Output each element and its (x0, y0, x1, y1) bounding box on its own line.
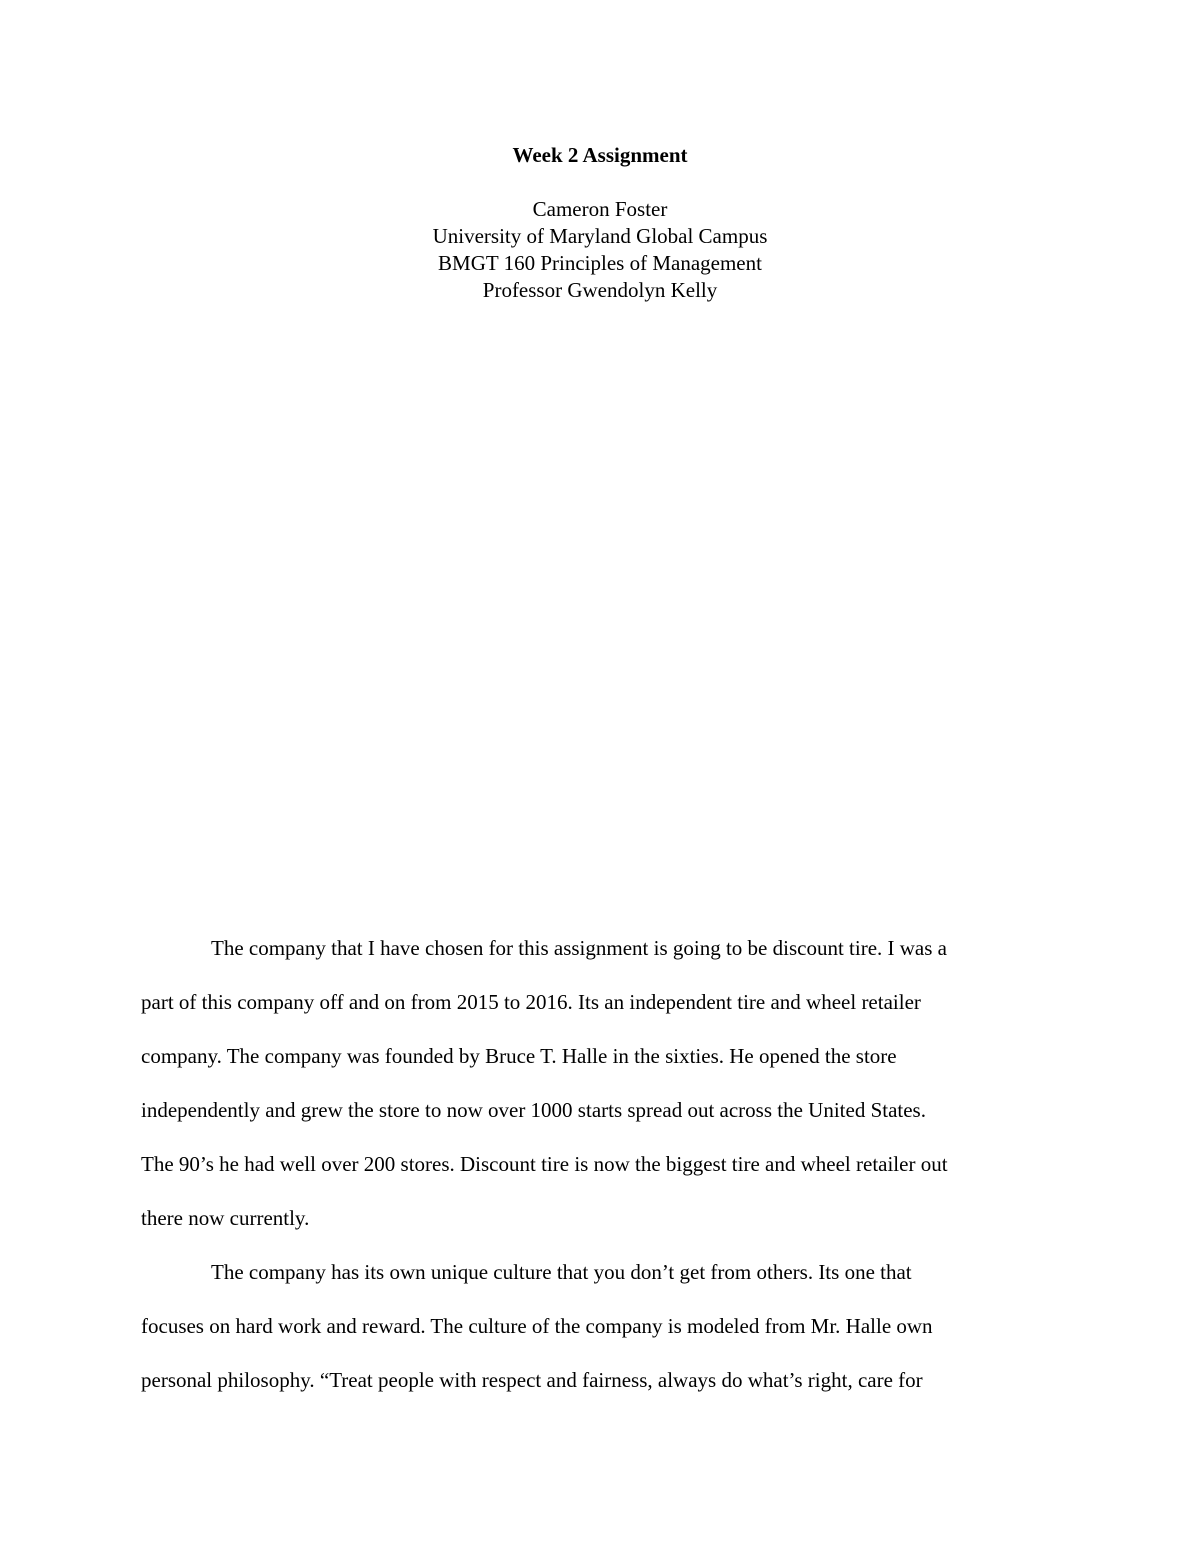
byline (0, 196, 1200, 304)
author-name: Cameron Foster (532, 197, 668, 221)
body-line: focuses on hard work and reward. The culture of the company is modeled from Mr. Halle own (141, 1314, 933, 1338)
body-text (141, 921, 1061, 1407)
body-line: independently and grew the store to now over 1000 starts spread out across the United States. (141, 1098, 926, 1122)
body-line: part of this company off and on from 2015 to 2016. Its an independent tire and wheel retailer (141, 990, 921, 1014)
body-line: The company has its own unique culture that you don’t get from others. Its one that (211, 1260, 912, 1284)
body-line: personal philosophy. “Treat people with respect and fairness, always do what’s right, care for (141, 1368, 923, 1392)
title-block (0, 142, 1200, 304)
body-line: The company that I have chosen for this assignment is going to be discount tire. I was a (211, 936, 947, 960)
body-line: The 90’s he had well over 200 stores. Discount tire is now the biggest tire and wheel retailer out (141, 1152, 948, 1176)
document-title: Week 2 Assignment (512, 143, 688, 167)
body-line: company. The company was founded by Bruce T. Halle in the sixties. He opened the store (141, 1044, 897, 1068)
professor-name: Professor Gwendolyn Kelly (482, 278, 718, 302)
institution-name: University of Maryland Global Campus (432, 224, 768, 248)
body-line: there now currently. (141, 1206, 310, 1230)
course-name: BMGT 160 Principles of Management (438, 251, 762, 275)
